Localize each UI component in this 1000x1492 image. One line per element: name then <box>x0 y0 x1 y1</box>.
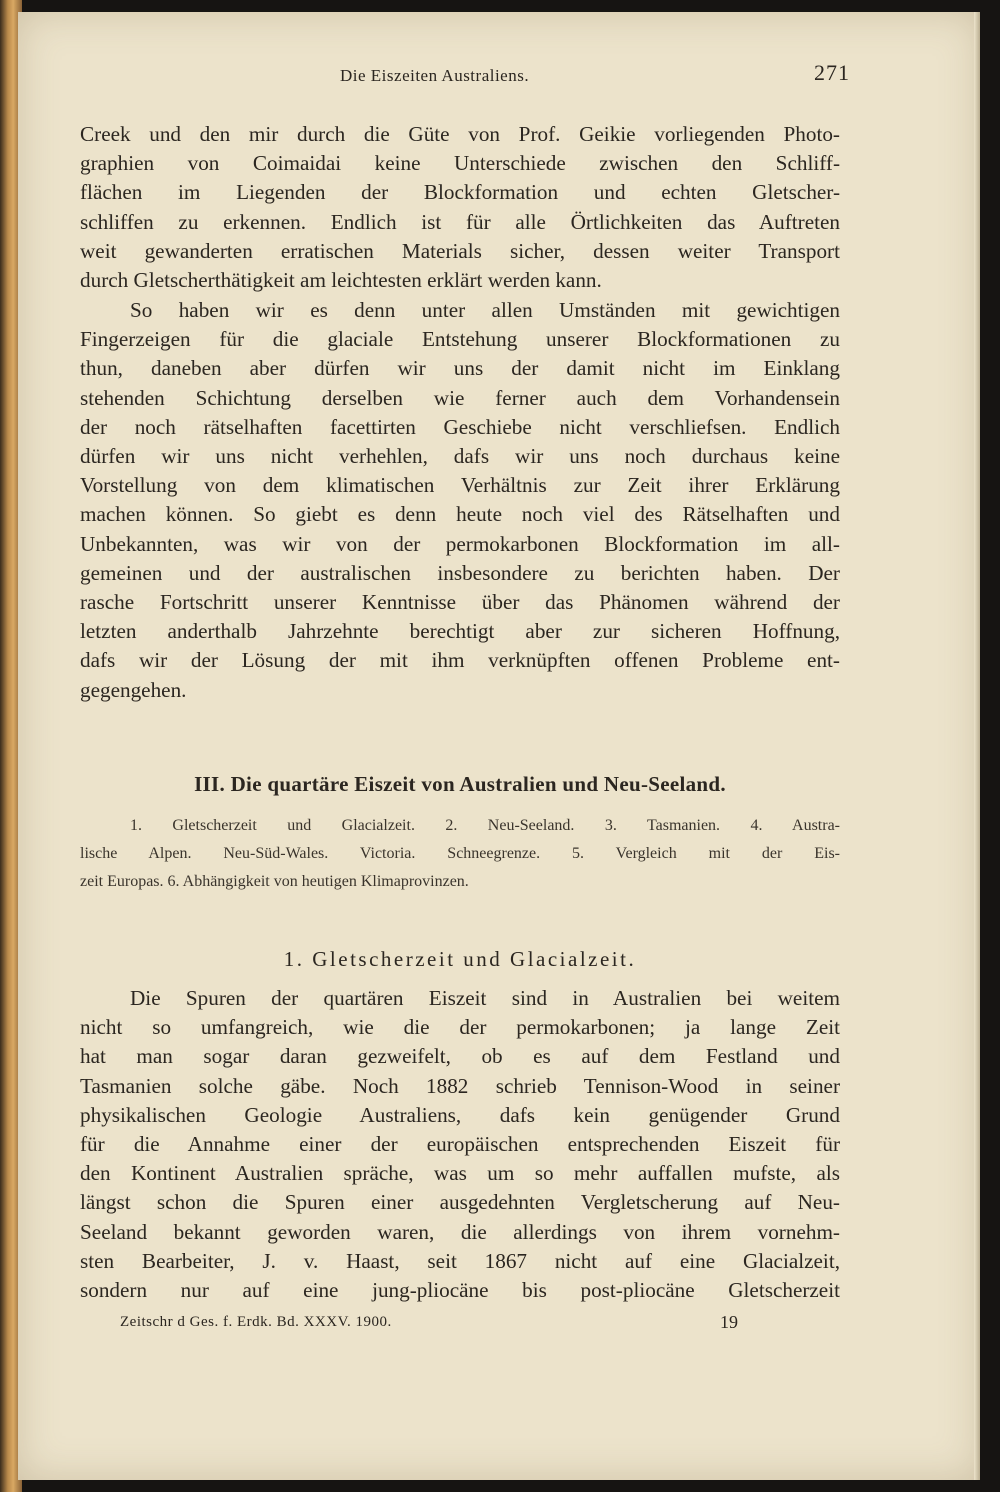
running-title: Die Eiszeiten Australiens. <box>340 66 530 85</box>
contents-line: lische Alpen. Neu-Süd-Wales. Victoria. Schneegrenze. 5. Vergleich mit der Eis- <box>80 845 840 862</box>
text-line: schliffen zu erkennen. Endlich ist für alle Örtlichkeiten das Auftreten <box>80 209 840 234</box>
text-line: flächen im Liegenden der Blockformation und echten Gletscher- <box>80 180 840 205</box>
paragraph-1 <box>80 120 840 295</box>
page-sheet <box>18 12 980 1480</box>
text-line: Fingerzeigen für die glaciale Entstehung unserer Blockformationen zu <box>80 327 840 352</box>
text-line: physikalischen Geologie Australiens, dafs kein genügender Grund <box>80 1102 840 1127</box>
text-line: den Kontinent Australien spräche, was um so mehr auffallen mufste, als <box>80 1161 840 1186</box>
text-line: sondern nur auf eine jung-pliocäne bis post-pliocäne Gletscherzeit <box>80 1278 840 1303</box>
text-line: für die Annahme einer der europäischen entsprechenden Eiszeit für <box>80 1132 840 1157</box>
text-line: rasche Fortschritt unserer Kenntnisse über das Phänomen während der <box>80 590 840 615</box>
text-line: gemeinen und der australischen insbesondere zu berichten haben. Der <box>80 560 840 585</box>
text-line: machen können. So giebt es denn heute noch viel des Rätselhaften und <box>80 502 840 527</box>
text-line: thun, daneben aber dürfen wir uns der damit nicht im Einklang <box>80 356 840 381</box>
journal-signature: Zeitschr d Ges. f. Erdk. Bd. XXXV. 1900. <box>120 1314 392 1330</box>
text-line: der noch rätselhaften facettirten Geschiebe nicht verschliefsen. Endlich <box>80 414 840 439</box>
subsection-paragraph <box>80 984 840 1305</box>
text-line: durch Gletscherthätigkeit am leichtesten erklärt werden kann. <box>80 268 602 293</box>
page-edge <box>974 12 980 1480</box>
page-footer <box>80 1314 840 1340</box>
text-line: Creek und den mir durch die Güte von Prof. Geikie vorliegenden Photo- <box>80 122 840 146</box>
text-line: hat man sogar daran gezweifelt, ob es auf dem Festland und <box>80 1044 840 1069</box>
text-line: stehenden Schichtung derselben wie ferner auch dem Vorhandensein <box>80 385 840 410</box>
text-line: weit gewanderten erratischen Materials sicher, dessen weiter Transport <box>80 238 840 263</box>
text-line: letzten anderthalb Jahrzehnte berechtigt aber zur sicheren Hoffnung, <box>80 619 840 644</box>
text-line: dafs wir der Lösung der mit ihm verknüpften offenen Probleme ent- <box>80 648 840 673</box>
page-content <box>80 12 860 1480</box>
text-line: graphien von Coimaidai keine Unterschiede zwischen den Schliff- <box>80 151 840 176</box>
text-line: Seeland bekannt geworden waren, die allerdings von ihrem vornehm- <box>80 1219 840 1244</box>
contents-line: 1. Gletscherzeit und Glacialzeit. 2. Neu-Seeland. 3. Tasmanien. 4. Austra- <box>130 817 840 834</box>
text-line: Vorstellung von dem klimatischen Verhältnis zur Zeit ihrer Erklärung <box>80 473 840 498</box>
text-line: Unbekannten, was wir von der permokarbonen Blockformation im all- <box>80 531 840 556</box>
page-number: 271 <box>814 60 850 85</box>
paragraph-2 <box>80 296 840 705</box>
text-line: längst schon die Spuren einer ausgedehnten Vergletscherung auf Neu- <box>80 1190 840 1215</box>
text-line: dürfen wir uns nicht verhehlen, dafs wir uns noch durchaus keine <box>80 444 840 469</box>
text-line: gegengehen. <box>80 677 187 702</box>
text-line: Tasmanien solche gäbe. Noch 1882 schrieb Tennison-Wood in seiner <box>80 1073 840 1098</box>
text-line: So haben wir es denn unter allen Umständen mit gewichtigen <box>130 298 840 322</box>
sheet-number: 19 <box>720 1312 738 1332</box>
subsection-title: 1. Gletscherzeit und Glacialzeit. <box>283 947 637 971</box>
text-line: nicht so umfangreich, wie die der permokarbonen; ja lange Zeit <box>80 1015 840 1040</box>
page-header <box>80 60 860 90</box>
text-line: Die Spuren der quartären Eiszeit sind in Australien bei weitem <box>130 986 840 1010</box>
contents-line: zeit Europas. 6. Abhängigkeit von heutigen Klimaprovinzen. <box>80 873 469 890</box>
section-contents <box>80 812 840 896</box>
text-line: sten Bearbeiter, J. v. Haast, seit 1867 nicht auf eine Glacialzeit, <box>80 1248 840 1273</box>
section-title: III. Die quartäre Eiszeit von Australien und Neu-Seeland. <box>194 772 726 796</box>
